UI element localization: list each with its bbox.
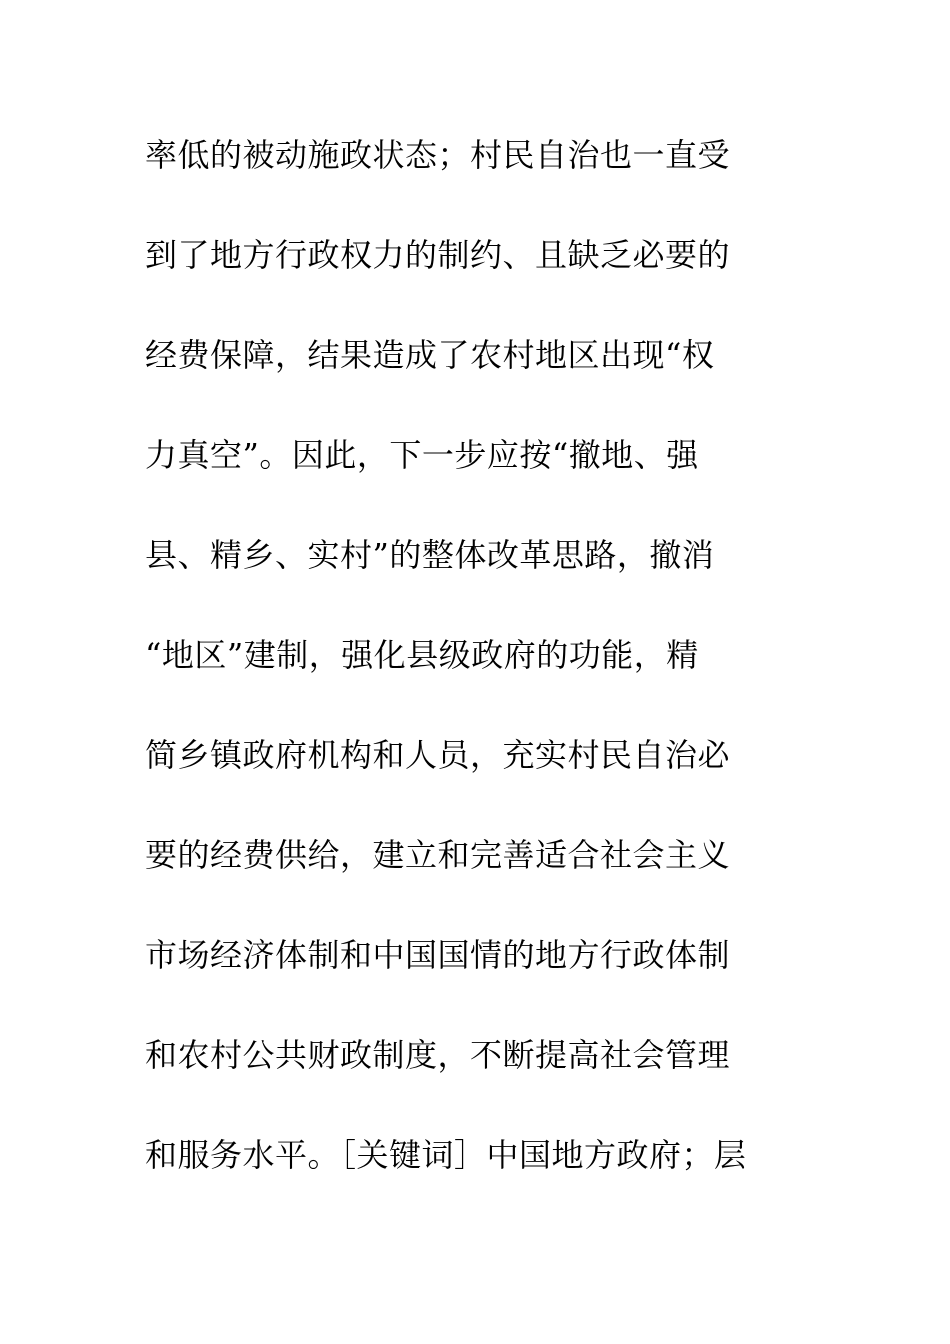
text-line: 和服务水平。［关键词］中国地方政府；层 xyxy=(145,1136,747,1174)
text-line: 要的经费供给，建立和完善适合社会主义 xyxy=(145,836,731,874)
text-line: 率低的被动施政状态；村民自治也一直受 xyxy=(145,136,731,174)
text-line: 经费保障，结果造成了农村地区出现“权 xyxy=(145,336,715,374)
text-line: 县、精乡、实村”的整体改革思路，撤消 xyxy=(145,536,715,574)
text-line: “地区”建制，强化县级政府的功能，精 xyxy=(145,636,699,674)
text-line: 市场经济体制和中国国情的地方行政体制 xyxy=(145,936,731,974)
text-line: 简乡镇政府机构和人员，充实村民自治必 xyxy=(145,736,731,774)
text-line: 力真空”。因此，下一步应按“撤地、强 xyxy=(145,436,699,474)
text-line: 到了地方行政权力的制约、且缺乏必要的 xyxy=(145,236,731,274)
text-line: 和农村公共财政制度，不断提高社会管理 xyxy=(145,1036,731,1074)
body-text xyxy=(145,125,805,1225)
